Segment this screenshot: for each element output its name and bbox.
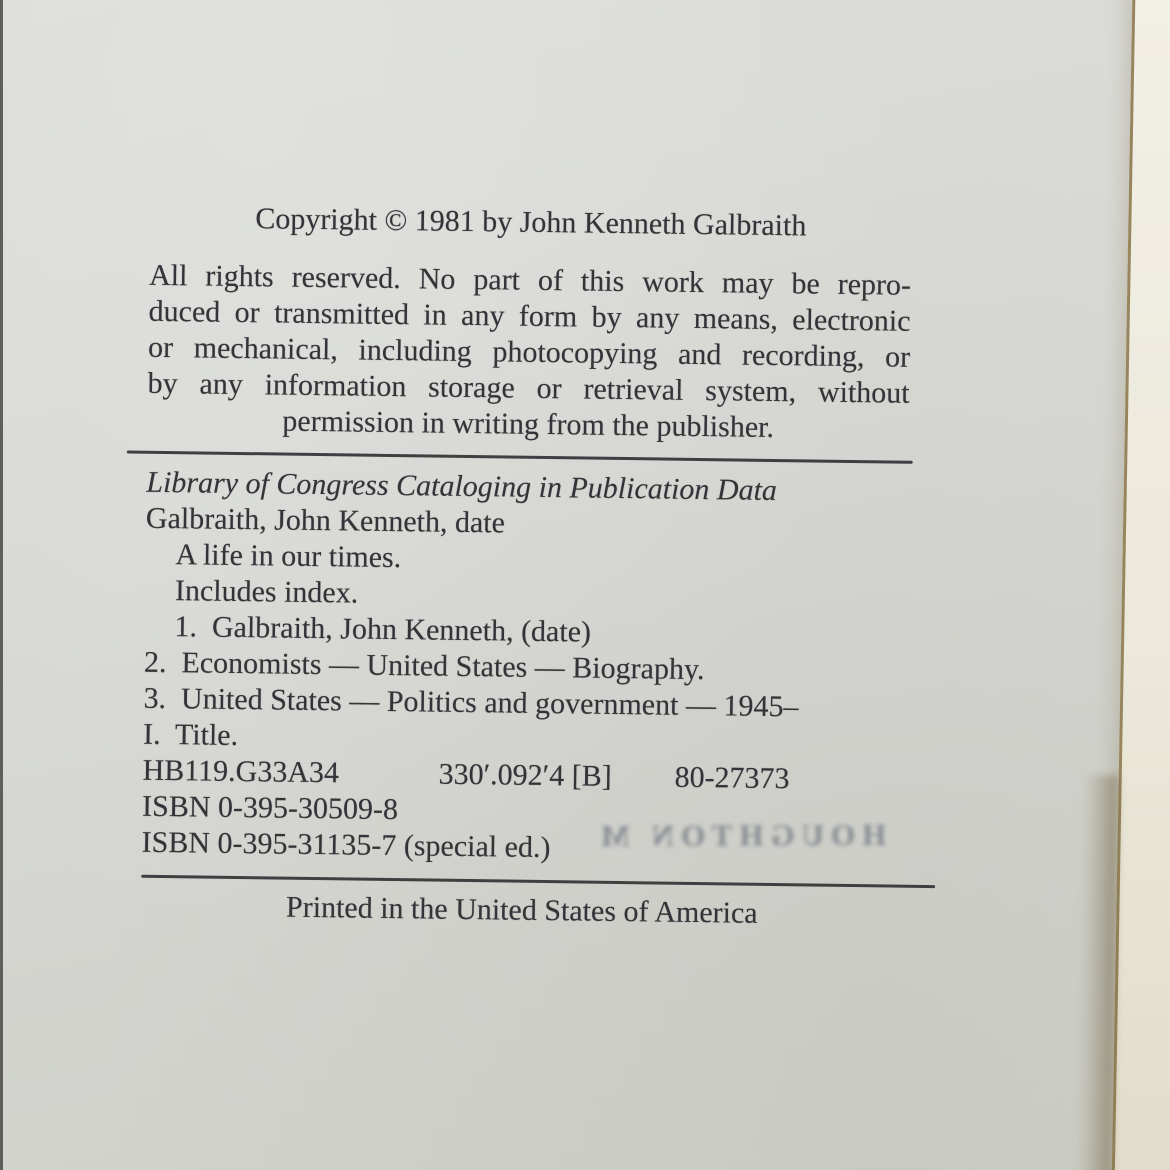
cip-title-entry: I. Title. [142, 717, 239, 752]
rights-line: or mechanical, including photocopying and recording, or [147, 330, 911, 374]
cip-index-line: Includes index. [174, 574, 359, 610]
page-gutter-shadow [1075, 775, 1119, 1170]
rights-line: permission in writing from the publisher. [282, 404, 775, 444]
cip-heading: Library of Congress Cataloging in Publication Data [146, 465, 778, 508]
top-divider [127, 451, 913, 464]
lc-call-number: HB119.G33A34 [142, 753, 340, 790]
photo-left-edge [0, 0, 3, 1170]
copyright-line: Copyright © 1981 by John Kenneth Galbraith [255, 202, 807, 243]
isbn-line-2: ISBN 0-395-31135-7 (special ed.) [141, 825, 551, 865]
cip-subject-2: 2. Economists — United States — Biography. [143, 645, 705, 687]
cip-subject-3: 3. United States — Politics and government — 1945– [143, 681, 799, 724]
lc-card-number: 80-27373 [674, 760, 790, 796]
printed-line: Printed in the United States of America [285, 890, 758, 930]
dewey-number: 330′.092′4 [B] [438, 757, 612, 793]
copyright-page-text [141, 200, 912, 934]
isbn-line-1: ISBN 0-395-30509-8 [141, 789, 399, 827]
cip-title-line: A life in our times. [175, 538, 402, 575]
rights-line: duced or transmitted in any form by any means, electronic [148, 294, 911, 338]
cip-author-line: Galbraith, John Kenneth, date [145, 501, 506, 540]
bottom-divider [141, 875, 935, 888]
rights-line: All rights reserved. No part of this work may be repro- [148, 258, 912, 302]
rights-line: by any information storage or retrieval system, without [147, 366, 910, 410]
show-through-text: HOUGHTON M [593, 816, 887, 854]
rights-paragraph [147, 258, 911, 448]
cip-subject-1: 1. Galbraith, John Kenneth, (date) [174, 610, 592, 649]
